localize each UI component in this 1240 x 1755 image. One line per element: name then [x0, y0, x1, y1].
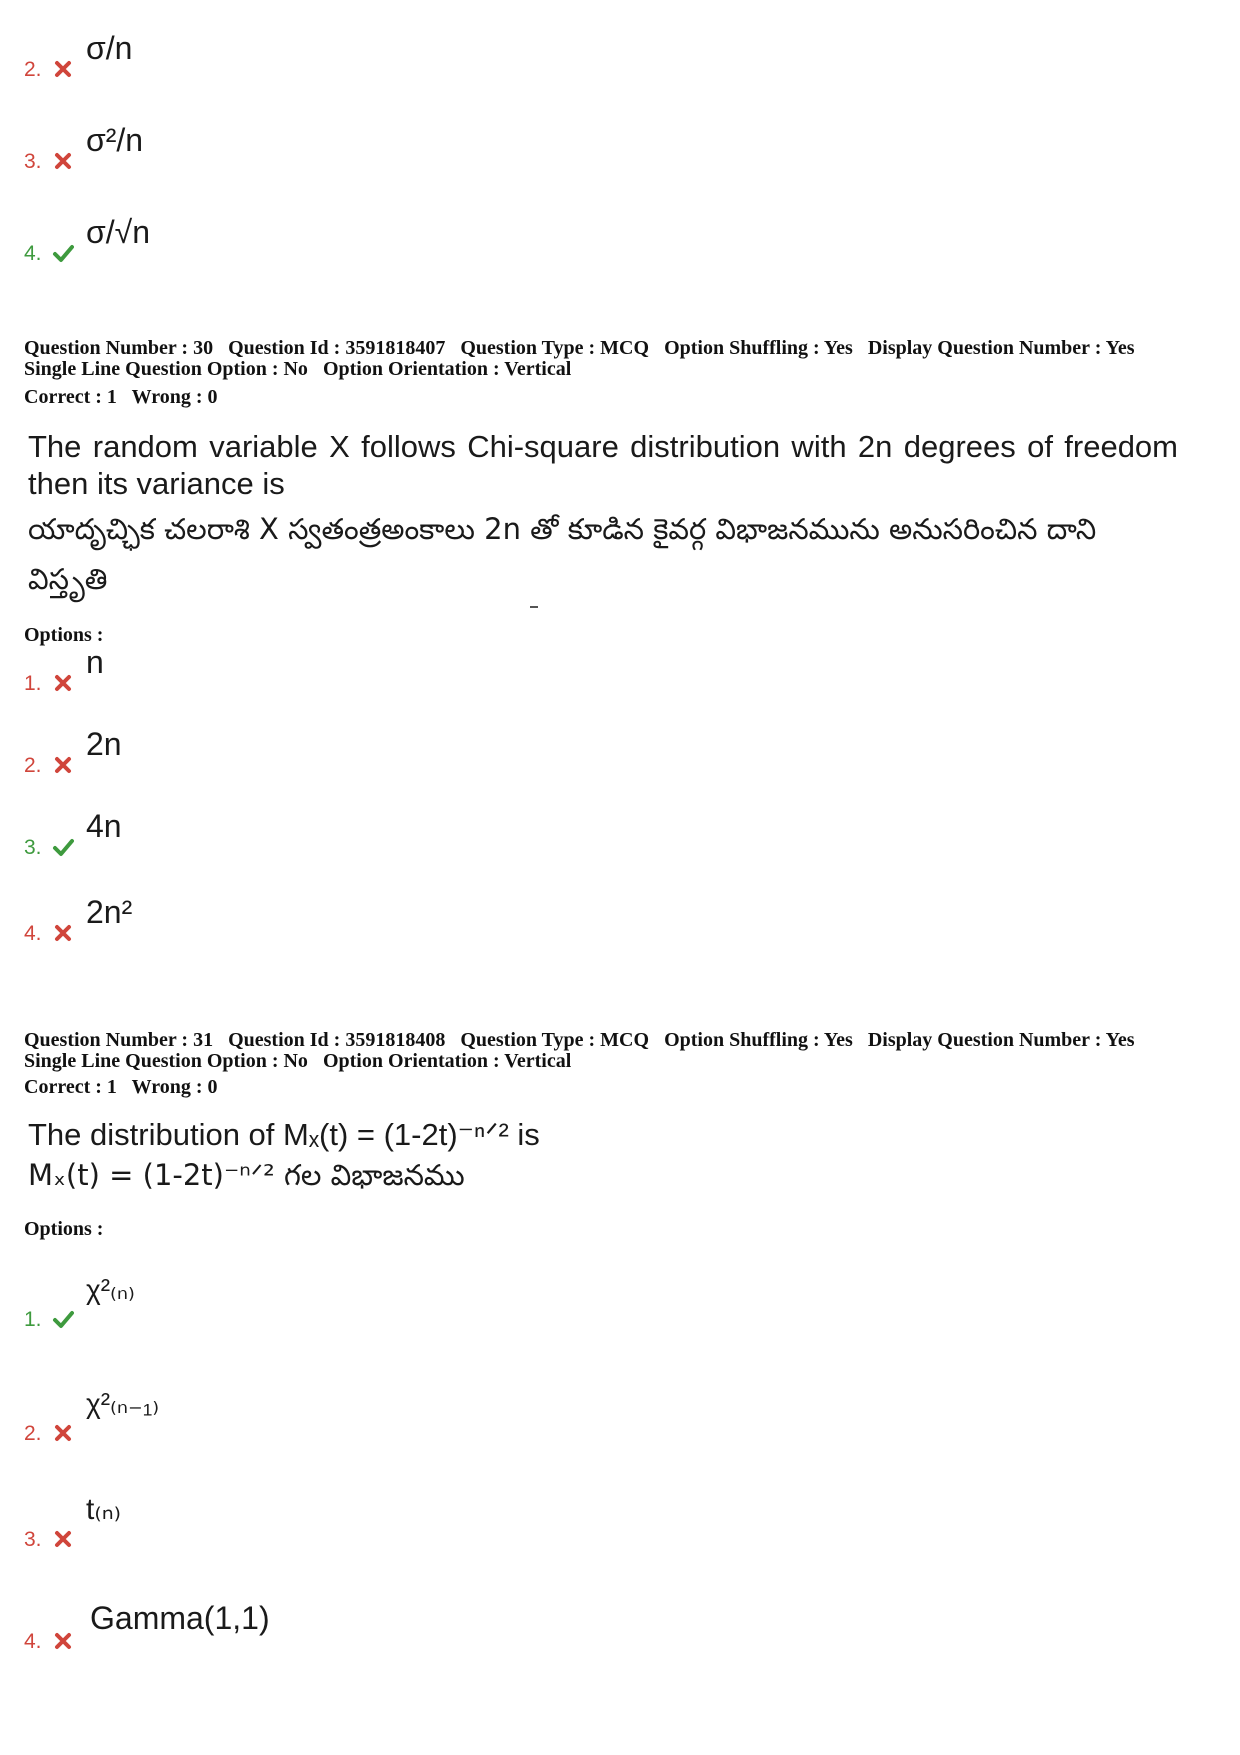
wrong-icon [52, 1422, 74, 1444]
divider-mark [530, 606, 538, 608]
option-orientation: Option Orientation : Vertical [322, 1050, 572, 1072]
question-meta [24, 1030, 1224, 1072]
option-item [24, 22, 724, 82]
option-item [24, 114, 724, 174]
question-text [28, 1116, 1178, 1195]
question-id: Question Id : 3591818408 [228, 1029, 446, 1051]
option-item [24, 718, 724, 778]
option-item [24, 206, 724, 266]
display-question-number: Display Question Number : Yes [867, 337, 1135, 359]
display-question-number: Display Question Number : Yes [867, 1029, 1135, 1051]
option-item [24, 636, 724, 696]
option-item [24, 1578, 724, 1654]
question-id: Question Id : 3591818407 [228, 337, 446, 359]
option-text: 2n [86, 726, 122, 762]
option-text: t₍ₙ₎ [86, 1493, 122, 1526]
option-text: Gamma(1,1) [90, 1600, 270, 1636]
question-text-english: The distribution of Mₓ(t) = (1-2t)⁻ⁿᐟ² is [28, 1117, 540, 1152]
marks-line [24, 386, 228, 409]
question-type: Question Type : MCQ [460, 337, 650, 359]
option-text: χ²₍ₙ₋₁₎ [86, 1388, 160, 1419]
wrong-icon [52, 150, 74, 172]
question-text-english: The random variable X follows Chi-square distribution with 2n degrees of freedom then its variance is [28, 429, 1178, 501]
option-number: 2. [24, 754, 42, 777]
option-number: 1. [24, 672, 42, 695]
single-line-option: Single Line Question Option : No [24, 358, 308, 380]
marks-line [24, 1076, 228, 1099]
question-text-telugu: యాదృచ్ఛిక చలరాశి X స్వతంత్రఅంకాలు 2n తో కూడిన కైవర్గ విభాజనమును అనుసరించిన దాని విస్తృతి [28, 512, 1097, 596]
wrong-icon [52, 922, 74, 944]
question-text [28, 428, 1178, 604]
single-line-option: Single Line Question Option : No [24, 1050, 308, 1072]
question-number: Question Number : 31 [24, 1029, 214, 1051]
option-text: σ/√n [86, 214, 150, 250]
check-icon [52, 242, 74, 264]
option-number: 4. [24, 922, 42, 945]
check-icon [52, 1308, 74, 1330]
option-text: 4n [86, 808, 122, 844]
option-number: 2. [24, 58, 42, 81]
option-number: 2. [24, 1422, 42, 1445]
options-label: Options : [24, 624, 104, 646]
correct-marks: Correct : 1 [24, 386, 117, 408]
correct-marks: Correct : 1 [24, 1076, 117, 1098]
option-text: n [86, 644, 104, 680]
option-item [24, 1370, 724, 1446]
option-number: 1. [24, 1308, 42, 1331]
option-text: σ/n [86, 30, 133, 66]
option-item [24, 1476, 724, 1552]
option-shuffling: Option Shuffling : Yes [664, 1029, 853, 1051]
option-text: σ²/n [86, 122, 144, 158]
option-item [24, 800, 724, 860]
options-label: Options : [24, 1218, 104, 1240]
wrong-marks: Wrong : 0 [131, 386, 218, 408]
question-type: Question Type : MCQ [460, 1029, 650, 1051]
wrong-icon [52, 1630, 74, 1652]
option-number: 3. [24, 1528, 42, 1551]
option-number: 3. [24, 836, 42, 859]
option-orientation: Option Orientation : Vertical [322, 358, 572, 380]
option-number: 3. [24, 150, 42, 173]
option-number: 4. [24, 242, 42, 265]
wrong-icon [52, 754, 74, 776]
option-item [24, 886, 724, 946]
option-text: χ²₍ₙ₎ [86, 1274, 135, 1305]
question-text-telugu: Mₓ(t) = (1-2t)⁻ⁿᐟ² గల విభాజనము [28, 1158, 465, 1192]
wrong-icon [52, 58, 74, 80]
wrong-marks: Wrong : 0 [131, 1076, 218, 1098]
question-meta [24, 338, 1224, 380]
option-text: 2n² [86, 894, 133, 930]
check-icon [52, 836, 74, 858]
option-item [24, 1256, 724, 1332]
option-shuffling: Option Shuffling : Yes [664, 337, 853, 359]
wrong-icon [52, 672, 74, 694]
option-number: 4. [24, 1630, 42, 1653]
wrong-icon [52, 1528, 74, 1550]
question-number: Question Number : 30 [24, 337, 214, 359]
